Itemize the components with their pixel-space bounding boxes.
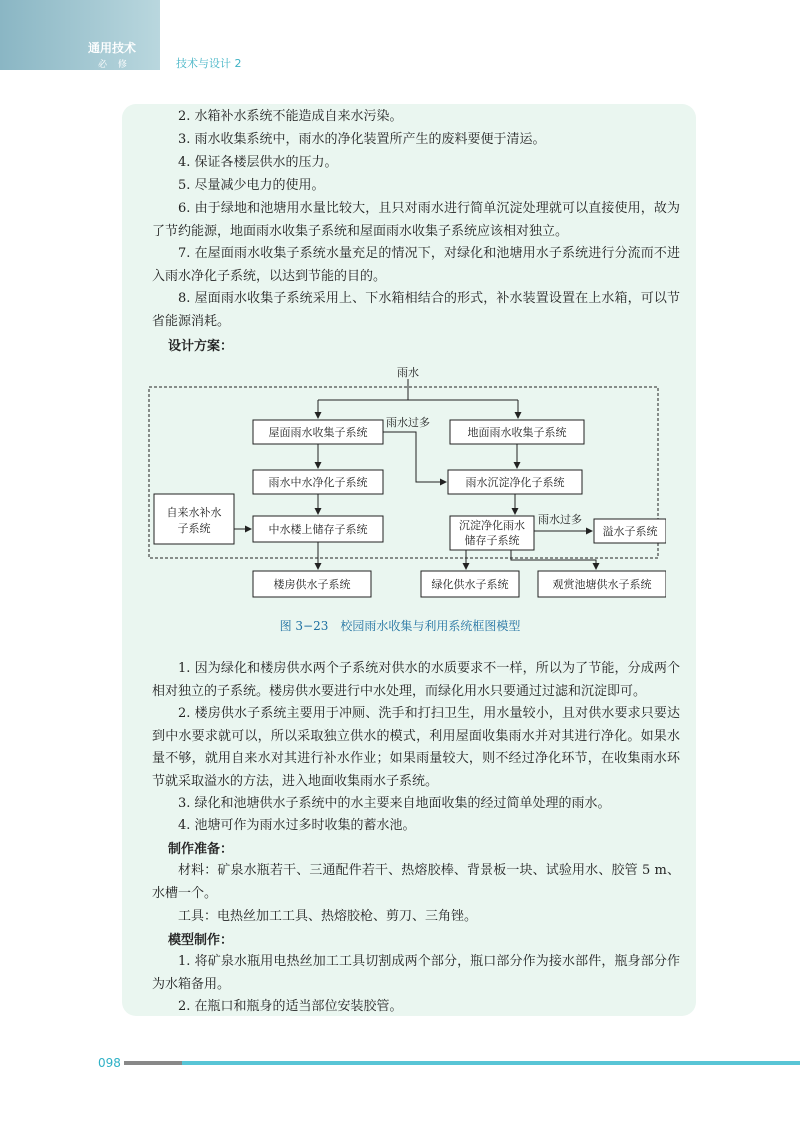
figure-caption: 图 3−23 校园雨水收集与利用系统框图模型	[279, 619, 521, 633]
requirement-item: 2. 水箱补水系统不能造成自来水污染。	[178, 109, 403, 124]
overflow-label-2: 雨水过多	[538, 513, 582, 526]
step-item: 1. 将矿泉水瓶用电热丝加工工具切割成两个部分，瓶口部分作为接水部件，瓶身部分作为水箱备用。	[152, 954, 680, 992]
tap-water-refill-box	[154, 494, 234, 544]
pond-supply-label: 观赏池塘供水子系统	[552, 578, 652, 591]
explanation-item: 4. 池塘可作为雨水过多时收集的蓄水池。	[178, 818, 416, 833]
step-item: 2. 在瓶口和瓶身的适当部位安装胶管。	[178, 999, 403, 1014]
rain-label: 雨水	[397, 366, 419, 379]
model-making-heading: 模型制作：	[168, 933, 234, 948]
explanation-item: 3. 绿化和池塘供水子系统中的水主要来自地面收集的经过简单处理的雨水。	[178, 796, 611, 811]
preparation-heading: 制作准备：	[168, 842, 234, 857]
explanation-item: 2. 楼房供水子系统主要用于冲厕、洗手和打扫卫生，用水量较小，且对供水要求只要达到中水要求就可以，所以采取独立供水的模式，利用屋面收集雨水并对其进行净化。如果水量不够，就用自来水对其进行补水作业；如果雨量较大，则不经过净化环节，在收集雨水环节就采取溢水的方法，进入地面收集雨水子系统。	[152, 706, 680, 789]
overflow-label-1: 雨水过多	[386, 416, 430, 429]
middle-water-storage-label: 中水楼上储存子系统	[268, 523, 368, 536]
sediment-storage-label-2: 储存子系统	[464, 534, 520, 547]
footer-cyan-line	[182, 1061, 800, 1065]
tap-water-refill-label-2: 子系统	[177, 522, 211, 535]
design-heading: 设计方案：	[168, 339, 234, 354]
sediment-purify-label: 雨水沉淀净化子系统	[465, 476, 565, 489]
book-title: 技术与设计 2	[176, 57, 242, 70]
ground-collection-label: 地面雨水收集子系统	[467, 426, 567, 439]
requirement-item: 4. 保证各楼层供水的压力。	[178, 155, 338, 170]
tools-text: 工具：电热丝加工工具、热熔胶枪、剪刀、三角锉。	[178, 909, 478, 924]
middle-water-purify-label: 雨水中水净化子系统	[268, 476, 368, 489]
series-title: 通用技术	[88, 41, 137, 55]
requirement-item: 6. 由于绿地和池塘用水量比较大，且只对雨水进行简单沉淀处理就可以直接使用，故为了节约能源，地面雨水收集子系统和屋面雨水收集子系统应该相对独立。	[152, 201, 680, 239]
requirement-item: 8. 屋面雨水收集子系统采用上、下水箱相结合的形式，补水装置设置在上水箱，可以节省能源消耗。	[152, 291, 680, 329]
page-number: 098	[98, 1056, 121, 1070]
materials-text: 材料：矿泉水瓶若干、三通配件若干、热熔胶棒、背景板一块、试验用水、胶管 5 m、水槽一个。	[152, 863, 680, 901]
green-supply-label: 绿化供水子系统	[431, 578, 509, 591]
requirement-item: 5. 尽量减少电力的使用。	[178, 178, 325, 193]
sediment-storage-label-1: 沉淀净化雨水	[459, 519, 525, 532]
requirement-item: 3. 雨水收集系统中，雨水的净化装置所产生的废料要便于清运。	[178, 132, 546, 147]
building-supply-label: 楼房供水子系统	[273, 578, 351, 591]
explanation-item: 1. 因为绿化和楼房供水两个子系统对供水的水质要求不一样，所以为了节能，分成两个相对独立的子系统。楼房供水要进行中水处理，而绿化用水只要通过过滤和沉淀即可。	[152, 661, 680, 699]
header-corner-block	[0, 0, 160, 70]
roof-collection-label: 屋面雨水收集子系统	[268, 426, 368, 439]
overflow-system-label: 溢水子系统	[602, 525, 658, 538]
footer-gray-bar	[124, 1061, 182, 1065]
requirement-item: 7. 在屋面雨水收集子系统水量充足的情况下，对绿化和池塘用水子系统进行分流而不进入雨水净化子系统，以达到节能的目的。	[152, 246, 680, 284]
tap-water-refill-label-1: 自来水补水	[166, 506, 222, 519]
system-block-diagram	[146, 360, 666, 610]
course-type: 必 修	[98, 60, 131, 70]
